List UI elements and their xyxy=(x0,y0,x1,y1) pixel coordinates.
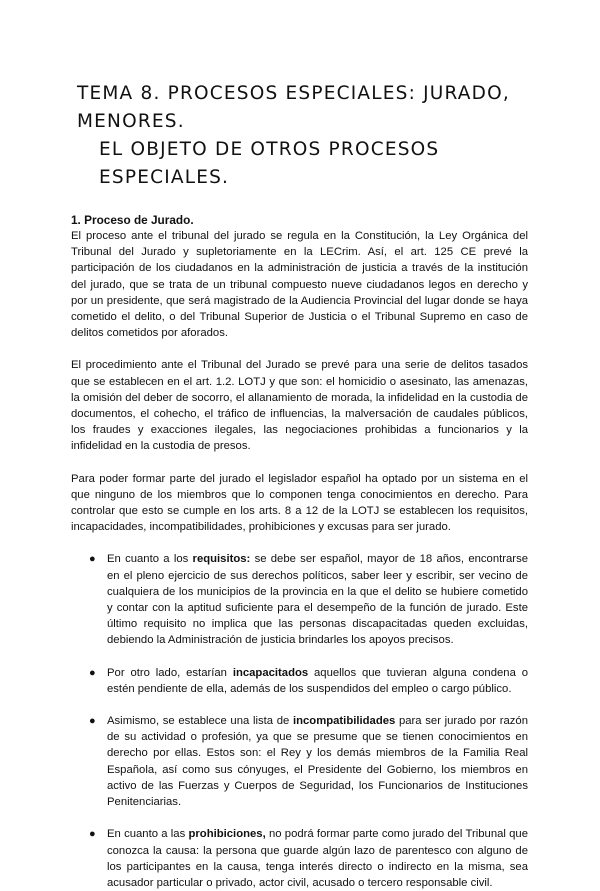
list-item-keyword: incompatibilidades xyxy=(292,715,396,728)
bullet-icon: ● xyxy=(89,715,96,728)
list-item-text-post: se debe ser español, mayor de 18 años, encontrarse en el pleno ejercicio de sus derechos políticos, saber leer y escribir, ser vecino de cualquiera de los municipios de la provincia en la que el delito se hubiere cometido y contar con la aptitud suficiente para el desempeño de la función de jurado. Este último requisito no implica que las personas discapacitadas queden excluidas, debiendo la Administración de justicia brindarles los apoyos precisos. xyxy=(107,553,528,647)
list-item-keyword: prohibiciones, xyxy=(188,828,266,841)
list-item xyxy=(89,826,528,891)
list-item-text-pre: En cuanto a los xyxy=(107,553,193,566)
list-item xyxy=(89,551,528,648)
title-line-2: EL OBJETO DE OTROS PROCESOS ESPECIALES. xyxy=(99,139,440,188)
list-item-text-post: aquellos que tuvieran alguna condena o estén pendiente de ella, además de los suspendidos del empleo o cargo público. xyxy=(107,666,528,695)
bullet-icon: ● xyxy=(89,828,96,841)
section-heading: 1. Proceso de Jurado. xyxy=(71,213,194,227)
bullet-list xyxy=(71,551,528,891)
title-line-1: TEMA 8. PROCESOS ESPECIALES: JURADO, MENORES. xyxy=(77,83,510,132)
list-item xyxy=(89,713,528,810)
list-item-text-post: no podrá formar parte como jurado del Tribunal que conozca la causa: la persona que guarde algún lazo de parentesco con alguno de los participantes en la causa, tenga interés directo o indirecto en la misma, sea acusador particular o privado, actor civil, acusado o tercero responsable civil. xyxy=(107,828,528,889)
list-item-keyword: requisitos: xyxy=(192,553,251,566)
bullet-icon: ● xyxy=(89,666,96,679)
paragraph-1: El proceso ante el tribunal del jurado se regula en la Constitución, la Ley Orgánica del Tribunal del Jurado y supletoriamente en la LECrim. Así, el art. 125 CE prevé la participación de los ciudadanos en la administración de justicia a través de la institución del jurado, que se trata de un tribunal compuesto nueve ciudadanos legos en derecho y por un presidente, que será magistrado de la Audiencia Provincial del lugar donde se haya cometido el delito, o del Tribunal Superior de Justicia o el Tribunal Supremo en caso de delitos cometidos por aforados. xyxy=(71,230,528,340)
list-item-text-pre: Asimismo, se establece una lista de xyxy=(107,715,293,728)
paragraph-2: El procedimiento ante el Tribunal del Jurado se prevé para una serie de delitos tasados que se establecen en el art. 1.2. LOTJ y que son: el homicidio o asesinato, las amenazas, la omisión del deber de socorro, el allanamiento de morada, la infidelidad en la custodia de documentos, el cohecho, el tráfico de influencias, la malversación de caudales públicos, los fraudes y exacciones ilegales, las negociaciones prohibidas a funcionarios y la infidelidad en la custodia de presos. xyxy=(71,359,528,453)
list-item xyxy=(89,665,528,697)
list-item-text-pre: En cuanto a las xyxy=(107,828,189,841)
paragraph-3: Para poder formar parte del jurado el legislador español ha optado por un sistema en el que ninguno de los miembros que lo componen tenga conocimientos en derecho. Para controlar que esto se cumple en los arts. 8 a 12 de la LOTJ se establecen los requisitos, incapacidades, incompatibilidades, prohibiciones y excusas para ser jurado. xyxy=(71,472,528,534)
bullet-icon: ● xyxy=(89,553,96,566)
list-item-text-post: para ser jurado por razón de su actividad o profesión, ya que se presume que se tienen conocimientos en derecho por ellas. Estos son: el Rey y los demás miembros de la Familia Real Española, así como sus cónyuges, el Presidente del Gobierno, los miembros en activo de las Fuerzas y Cuerpos de Seguridad, los Funcionarios de Instituciones Penitenciarias. xyxy=(107,715,528,809)
list-item-keyword: incapacitados xyxy=(232,666,309,679)
list-item-text-pre: Por otro lado, estarían xyxy=(107,666,233,679)
document-title xyxy=(71,0,528,192)
